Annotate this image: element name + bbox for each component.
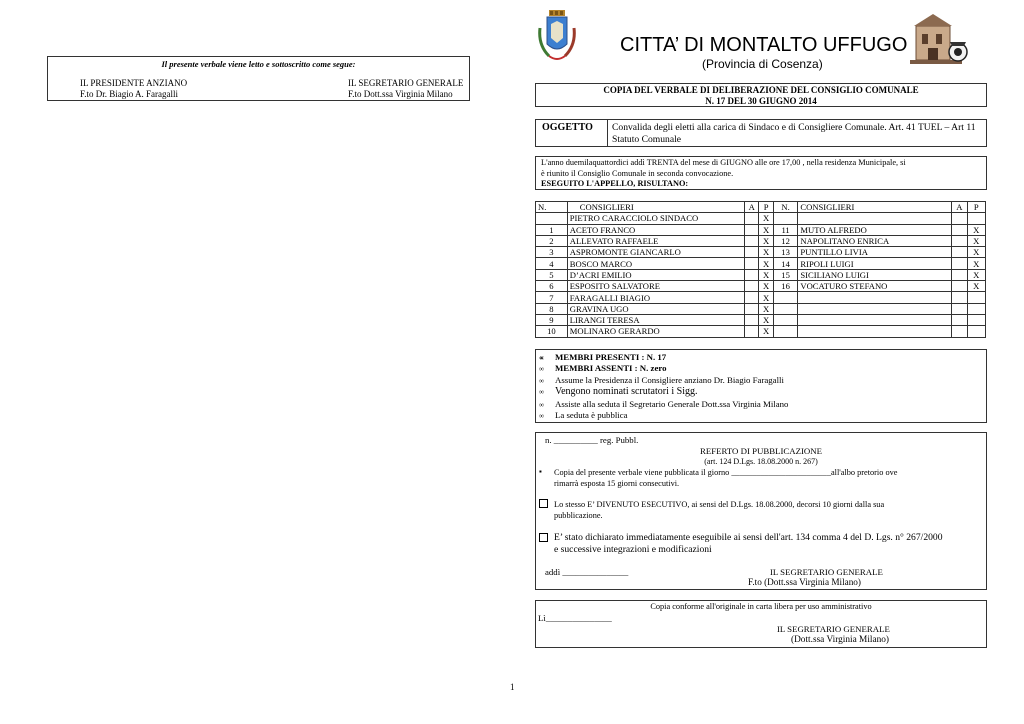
table-cell: 6 (536, 281, 568, 292)
table-cell (798, 314, 952, 325)
table-row (536, 281, 986, 292)
list-item (539, 399, 788, 409)
table-cell: ACETO FRANCO (567, 224, 744, 235)
certified-copy-text: Copia conforme all'originale in carta libera per uso amministrativo (650, 602, 872, 611)
meeting-info-box (535, 156, 987, 190)
table-cell: ESPOSITO SALVATORE (567, 281, 744, 292)
table-cell (967, 303, 986, 314)
table-cell (773, 326, 798, 337)
table-cell: RIPOLI LUIGI (798, 258, 952, 269)
certified-copy-box (535, 600, 987, 648)
table-cell: X (967, 247, 986, 258)
table-cell (745, 281, 759, 292)
publication-title: REFERTO DI PUBBLICAZIONE (700, 446, 822, 456)
table-cell (745, 292, 759, 303)
table-cell (745, 303, 759, 314)
table-header-cell: N. (536, 202, 568, 213)
table-cell: X (967, 224, 986, 235)
list-item (539, 375, 784, 385)
table-cell: 4 (536, 258, 568, 269)
table-cell (745, 314, 759, 325)
table-cell (967, 213, 986, 224)
oggetto-text: Convalida degli eletti alla carica di Sindaco e di Consigliere Comunale. Art. 41 TUEL – Art 11 Statuto Comunale (612, 122, 976, 145)
table-cell (952, 235, 967, 246)
page-number: 1 (510, 682, 515, 692)
table-cell: 11 (773, 224, 798, 235)
table-cell: 13 (773, 247, 798, 258)
president-name: F.to Dr. Biagio A. Faragalli (80, 89, 179, 99)
table-cell: X (967, 281, 986, 292)
table-cell (952, 258, 967, 269)
table-cell: 5 (536, 269, 568, 280)
table-cell: 1 (536, 224, 568, 235)
table-cell (745, 269, 759, 280)
table-cell (745, 224, 759, 235)
table-cell: 8 (536, 303, 568, 314)
table-header-cell: CONSIGLIERI (798, 202, 952, 213)
table-cell (745, 326, 759, 337)
table-cell: X (759, 258, 773, 269)
certified-copy-place: Lì_______________ (538, 613, 612, 623)
city-title: CITTA’ DI MONTALTO UFFUGO (620, 34, 908, 56)
table-cell: SICILIANO LUIGI (798, 269, 952, 280)
table-cell (952, 281, 967, 292)
attendance-box (535, 349, 987, 423)
bullet-icon: ∞ (539, 377, 544, 385)
table-cell (967, 326, 986, 337)
table-header-row (536, 202, 986, 213)
members-present: MEMBRI PRESENTI : N. 17 (555, 352, 667, 362)
certified-sign-title: IL SEGRETARIO GENERALE (777, 624, 890, 634)
publication-reg: n. __________ reg. Pubbl. (545, 435, 639, 445)
table-cell (952, 224, 967, 235)
table-row (536, 314, 986, 325)
immediate-checkbox-icon (539, 533, 548, 542)
table-cell (952, 326, 967, 337)
president-title: IL PRESIDENTE ANZIANO (80, 78, 188, 88)
table-cell: X (759, 224, 773, 235)
table-cell (798, 213, 952, 224)
certified-sign-name: (Dott.ssa Virginia Milano) (791, 635, 889, 645)
table-cell: FARAGALLI BIAGIO (567, 292, 744, 303)
table-cell (967, 292, 986, 303)
table-cell: 9 (536, 314, 568, 325)
publication-text-cont: rimarrà esposta 15 giorni consecutivi. (554, 479, 680, 488)
verbale-header-box (535, 83, 987, 107)
table-header-cell: P (759, 202, 773, 213)
table-cell: 12 (773, 235, 798, 246)
oggetto-label: OGGETTO (536, 120, 608, 146)
table-cell: ALLEVATO RAFFAELE (567, 235, 744, 246)
table-cell: PIETRO CARACCIOLO SINDACO (567, 213, 744, 224)
table-cell: 15 (773, 269, 798, 280)
secretary-note: Assiste alla seduta il Segretario Generale Dott.ssa Virginia Milano (555, 399, 789, 409)
town-hall-emblem-icon (908, 12, 970, 72)
table-cell (952, 292, 967, 303)
table-cell (536, 213, 568, 224)
table-cell (745, 213, 759, 224)
verbale-title: COPIA DEL VERBALE DI DELIBERAZIONE DEL CONSIGLIO COMUNALE (603, 85, 919, 95)
table-cell: BOSCO MARCO (567, 258, 744, 269)
list-item (539, 363, 667, 373)
table-cell (952, 269, 967, 280)
table-cell (773, 292, 798, 303)
table-cell: ASPROMONTE GIANCARLO (567, 247, 744, 258)
table-cell (952, 247, 967, 258)
table-cell (798, 292, 952, 303)
table-cell: MOLINARO GERARDO (567, 326, 744, 337)
roll-call-heading: ESEGUITO L'APPELLO, RISULTANO: (541, 179, 689, 188)
table-row (536, 269, 986, 280)
table-row (536, 326, 986, 337)
table-cell: D’ACRI EMILIO (567, 269, 744, 280)
secretary-title: IL SEGRETARIO GENERALE (348, 78, 464, 88)
bullet-icon: ∞ (539, 412, 544, 420)
list-item (539, 386, 698, 397)
table-cell: VOCATURO STEFANO (798, 281, 952, 292)
signature-heading: Il presente verbale viene letto e sottoscritto come segue: (161, 59, 356, 69)
table-cell: 7 (536, 292, 568, 303)
table-cell (745, 235, 759, 246)
executive-checkbox-icon (539, 499, 548, 508)
table-cell: NAPOLITANO ENRICA (798, 235, 952, 246)
municipal-crest-icon (537, 10, 577, 68)
table-cell: 10 (536, 326, 568, 337)
table-cell (773, 213, 798, 224)
oggetto-box (535, 119, 987, 147)
verbale-number: N. 17 DEL 30 GIUGNO 2014 (705, 96, 817, 106)
table-cell: MUTO ALFREDO (798, 224, 952, 235)
table-cell (952, 314, 967, 325)
list-item (539, 352, 666, 362)
table-row (536, 247, 986, 258)
table-cell: X (759, 292, 773, 303)
table-row (536, 213, 986, 224)
publication-sign-name: F.to (Dott.ssa Virginia Milano) (748, 577, 861, 587)
presidency-note: Assume la Presidenza il Consigliere anziano Dr. Biagio Faragalli (555, 375, 784, 385)
table-cell (967, 314, 986, 325)
table-cell (952, 213, 967, 224)
table-header-cell: A (952, 202, 967, 213)
table-header-cell: CONSIGLIERI (567, 202, 744, 213)
table-header-cell: N. (773, 202, 798, 213)
table-cell (745, 258, 759, 269)
table-cell: X (759, 269, 773, 280)
table-header-cell: P (967, 202, 986, 213)
bullet-icon: ∝ (539, 354, 545, 362)
immediate-text-cont: e successive integrazioni e modificazioni (554, 544, 712, 555)
publication-ref: (art. 124 D.Lgs. 18.08.2000 n. 267) (704, 457, 818, 466)
table-cell: X (967, 269, 986, 280)
table-row (536, 235, 986, 246)
table-cell: 3 (536, 247, 568, 258)
table-cell: X (759, 213, 773, 224)
table-cell: PUNTILLO LIVIA (798, 247, 952, 258)
province-subtitle: (Provincia di Cosenza) (702, 57, 823, 71)
square-bullet-icon: ▪ (539, 467, 542, 476)
immediate-text: E’ stato dichiarato immediatamente eseguibile ai sensi dell'art. 134 comma 4 del D. Lgs. n° 267/2000 (554, 532, 943, 543)
table-header-cell: A (745, 202, 759, 213)
meeting-date-line: L'anno duemilaquattordici addì TRENTA del mese di GIUGNO alle ore 17,00 , nella residenza Municipale, si (541, 158, 906, 167)
table-cell: LIRANGI TERESA (567, 314, 744, 325)
table-row (536, 292, 986, 303)
table-cell (745, 247, 759, 258)
table-cell: X (967, 258, 986, 269)
scrutineers-note: Vengono nominati scrutatori i Sigg. (555, 386, 698, 397)
table-row (536, 258, 986, 269)
bullet-icon: ∞ (539, 401, 544, 409)
secretary-name: F.to Dott.ssa Virginia Milano (348, 89, 453, 99)
meeting-convocation-line: è riunito il Consiglio Comunale in seconda convocazione. (541, 168, 734, 178)
table-cell: X (759, 326, 773, 337)
table-cell (952, 303, 967, 314)
table-cell (798, 326, 952, 337)
table-cell: X (759, 314, 773, 325)
table-cell: X (759, 281, 773, 292)
members-absent: MEMBRI ASSENTI : N. zero (555, 363, 667, 373)
executive-text: Lo stesso E’ DIVENUTO ESECUTIVO, ai sensi del D.Lgs. 18.08.2000, decorsi 10 giorni dalla sua (554, 500, 885, 509)
list-item (539, 410, 628, 420)
table-cell (798, 303, 952, 314)
table-cell: 14 (773, 258, 798, 269)
table-cell: GRAVINA UGO (567, 303, 744, 314)
publication-sign-title: IL SEGRETARIO GENERALE (770, 567, 883, 577)
table-row (536, 303, 986, 314)
publication-box (535, 432, 987, 590)
table-cell: X (759, 303, 773, 314)
table-cell: X (759, 235, 773, 246)
signature-box (47, 56, 470, 101)
publication-date: addì _______________ (545, 567, 629, 577)
bullet-icon: ∞ (539, 365, 544, 373)
table-row (536, 224, 986, 235)
table-cell: 2 (536, 235, 568, 246)
public-session-note: La seduta è pubblica (555, 410, 628, 420)
table-cell: X (967, 235, 986, 246)
executive-text-cont: pubblicazione. (554, 511, 603, 520)
table-cell (773, 303, 798, 314)
publication-text: Copia del presente verbale viene pubblicata il giorno ________________________all'albo pretorio ove (554, 468, 898, 477)
table-cell: 16 (773, 281, 798, 292)
bullet-icon: ∞ (539, 388, 544, 396)
table-cell (773, 314, 798, 325)
table-cell: X (759, 247, 773, 258)
councillors-table (535, 201, 986, 338)
